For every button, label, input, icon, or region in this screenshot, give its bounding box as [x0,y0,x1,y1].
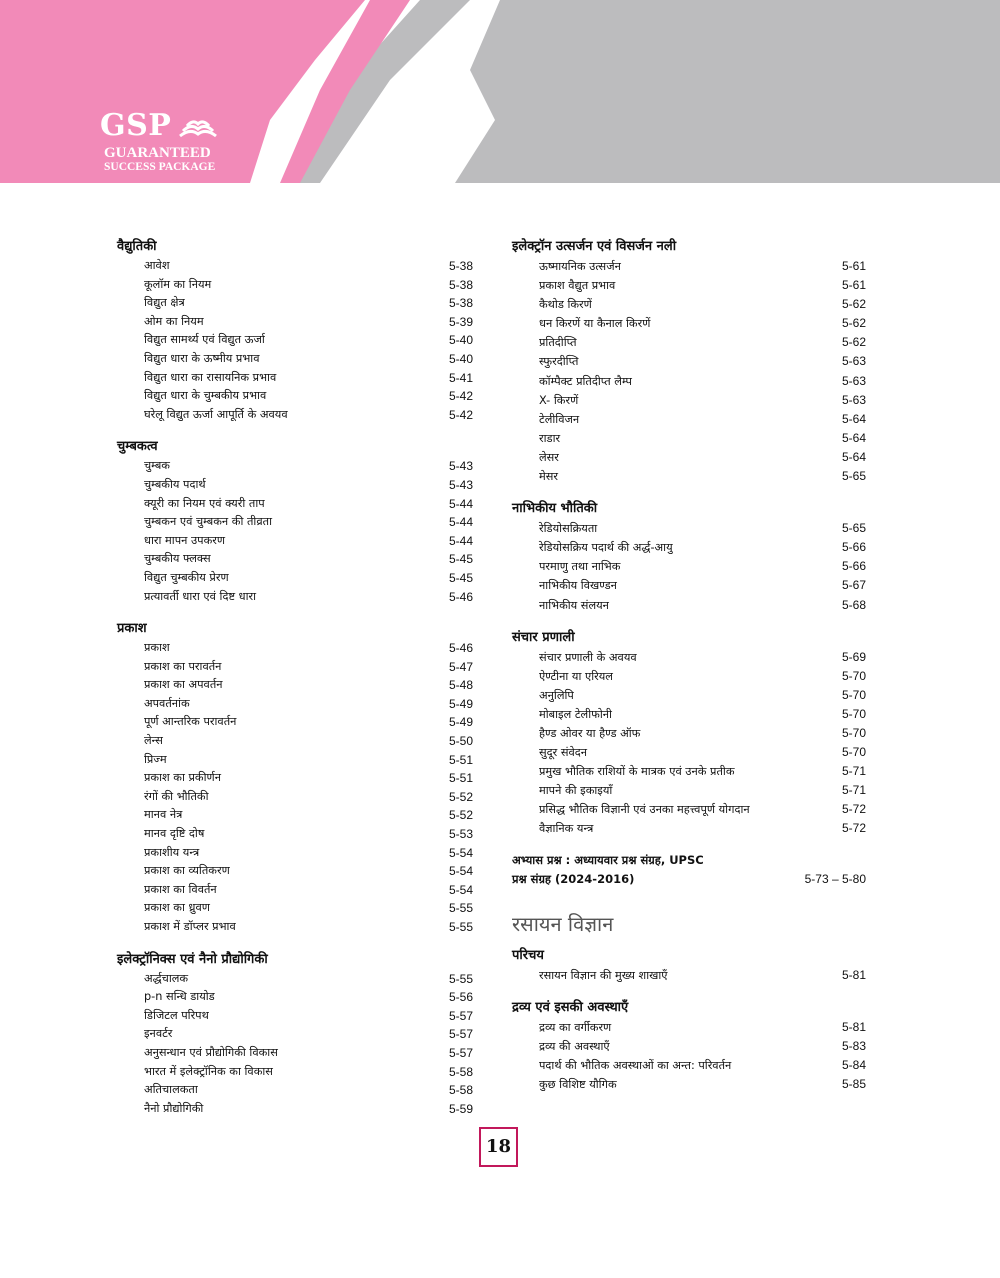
toc-entry[interactable] [512,538,866,557]
toc-entry[interactable] [117,862,473,881]
toc-entry[interactable] [117,457,473,476]
toc-entry-page: 5-49 [448,715,473,730]
toc-entry[interactable] [512,819,866,838]
toc-entry-label: द्रव्य की अवस्थाएँ [539,1039,610,1053]
toc-entry[interactable] [512,648,866,667]
toc-entry[interactable] [512,257,866,276]
toc-entry-label: मापने की इकाइयाँ [539,784,613,798]
toc-entry-page: 5-52 [448,789,473,804]
toc-entry-page: 5-63 [841,354,866,369]
toc-entry-page: 5-51 [448,752,473,767]
toc-entry[interactable] [512,448,866,467]
toc-entry[interactable] [512,724,866,743]
toc-entry[interactable] [117,676,473,695]
toc-entry[interactable] [117,732,473,751]
toc-entry-label: मेसर [539,470,559,484]
toc-entry-page: 5-45 [448,570,473,585]
toc-entry-page: 5-44 [448,515,473,530]
toc-entry-page: 5-64 [841,411,866,426]
toc-entry-page: 5-67 [841,578,866,593]
subject-sections [512,945,866,1094]
toc-entry-page: 5-62 [841,316,866,331]
toc-entry-page: 5-38 [448,259,473,273]
toc-entry[interactable] [512,333,866,352]
toc-entry-label: संचार प्रणाली के अवयव [539,650,637,664]
toc-entry-page: 5-81 [841,1019,866,1034]
toc-entry-page: 5-84 [841,1057,866,1072]
toc-entry-label: चुम्बक [144,459,170,473]
toc-entry[interactable] [117,769,473,788]
toc-entry-label: नाभिकीय विखण्डन [539,579,617,593]
page-number: 18 [479,1127,518,1167]
toc-entry-page: 5-48 [448,678,473,693]
toc-entry-page: 5-71 [841,764,866,779]
toc-entry-page: 5-72 [841,821,866,836]
toc-entry-label: पूर्ण आन्तरिक परावर्तन [144,715,237,729]
toc-entry-label: मोबाइल टेलीफोनी [539,707,612,721]
toc-entry-label: रसायन विज्ञान की मुख्य शाखाएँ [539,968,668,982]
toc-entry-page: 5-38 [448,296,473,311]
toc-entry-page: 5-85 [841,1076,866,1091]
toc-entry[interactable] [512,352,866,371]
toc-entry-page: 5-64 [841,449,866,464]
toc-entry[interactable] [117,387,473,406]
toc-entry[interactable] [512,557,866,576]
toc-entry[interactable] [512,1056,866,1075]
toc-entry-label: प्रकाश का विवर्तन [144,882,217,896]
toc-entry-label: प्रतिदीप्ति [539,336,577,350]
toc-entry[interactable] [117,532,473,551]
open-book-icon [178,118,218,142]
toc-entry[interactable] [512,705,866,724]
toc-entry-label: चुम्बकीय पदार्थ [144,477,206,491]
toc-entry[interactable] [117,1044,473,1063]
toc-entry-page: 5-70 [841,668,866,683]
toc-entry[interactable] [117,513,473,532]
toc-entry-label: चुम्बकीय फ्लक्स [144,552,211,566]
toc-entry-label: नैनो प्रौद्योगिकी [144,1101,204,1115]
right-sections [512,236,866,851]
toc-entry-label: ऐण्टीना या एरियल [539,669,613,683]
toc-entry-label: रंगों की भौतिकी [144,789,209,803]
toc-entry[interactable] [117,257,473,276]
toc-entry-page: 5-63 [841,373,866,388]
toc-entry[interactable] [117,588,473,607]
toc-entry-label: अपवर्तनांक [144,696,190,710]
toc-entry-label: भारत में इलेक्ट्रॉनिक का विकास [144,1064,273,1078]
toc-entry[interactable] [117,350,473,369]
toc-entry-page: 5-56 [448,990,473,1005]
logo-gsp-text: GSP [100,108,172,143]
toc-entry-label: आवेश [144,259,170,272]
toc-entry[interactable] [117,988,473,1007]
toc-entry[interactable] [117,751,473,770]
toc-entry-page: 5-45 [448,552,473,567]
toc-entry-label: इनवर्टर [144,1027,173,1041]
toc-entry-page: 5-70 [841,687,866,702]
toc-entry[interactable] [512,966,866,985]
toc-entry-label: प्रकाश का परावर्तन [144,659,222,673]
toc-entry-label: विद्युत सामर्थ्य एवं विद्युत ऊर्जा [144,333,265,347]
toc-entry[interactable] [117,294,473,313]
toc-entry[interactable] [512,686,866,705]
toc-entry-label: धारा मापन उपकरण [144,533,226,547]
practice-entry[interactable] [512,851,866,889]
toc-entry-label: p-n सन्धि डायोड [144,990,215,1004]
toc-entry-label: अर्द्धचालक [144,971,189,985]
toc-entry-page: 5-55 [448,901,473,916]
gsp-logo [100,108,240,180]
section-title: वैद्युतिकी [117,239,157,254]
toc-entry[interactable] [512,295,866,314]
toc-entry[interactable] [117,881,473,900]
toc-entry-page: 5-53 [448,827,473,842]
toc-entry[interactable] [512,596,866,615]
toc-entry[interactable] [512,576,866,595]
practice-line1: अभ्यास प्रश्न : अध्यायवार प्रश्न संग्रह, UPSC [512,852,704,867]
toc-entry-label: परमाणु तथा नाभिक [539,560,621,574]
toc-entry[interactable] [512,667,866,686]
toc-entry[interactable] [512,800,866,819]
section-title: चुम्बकत्व [117,439,158,455]
toc-entry-page: 5-57 [448,1027,473,1042]
practice-page: 5-73 – 5-80 [804,871,866,886]
toc-entry[interactable] [117,844,473,863]
toc-entry[interactable] [512,372,866,391]
toc-entry-page: 5-62 [841,297,866,312]
toc-entry[interactable] [117,1025,473,1044]
toc-entry[interactable] [117,369,473,388]
toc-entry-label: सुदूर संवेदन [539,746,588,760]
toc-entry-page: 5-70 [841,725,866,740]
section-gap [512,615,866,627]
section-title: प्रकाश [117,621,147,637]
toc-entry-label: स्फुरदीप्ति [539,355,579,369]
toc-entry[interactable] [117,658,473,677]
section-title: परिचय [512,947,544,963]
practice-line2: प्रश्न संग्रह (2024-2016) [512,871,635,886]
toc-entry[interactable] [117,476,473,495]
toc-entry[interactable] [117,276,473,295]
toc-entry-label: ऊष्मायनिक उत्सर्जन [539,260,621,273]
logo-success-package: SUCCESS PACKAGE [104,161,216,173]
toc-entry[interactable] [117,406,473,425]
toc-entry[interactable] [117,550,473,569]
toc-entry[interactable] [117,639,473,658]
toc-entry-page: 5-46 [448,589,473,604]
toc-entry[interactable] [512,1018,866,1037]
subject-title: रसायन विज्ञान [512,911,614,936]
toc-entry[interactable] [117,918,473,937]
toc-entry[interactable] [117,331,473,350]
toc-entry[interactable] [117,569,473,588]
toc-entry-page: 5-50 [448,734,473,749]
toc-entry-label: प्रकाशीय यन्त्र [144,845,200,859]
toc-entry-page: 5-69 [841,649,866,664]
toc-entry-label: विद्युत क्षेत्र [144,296,185,310]
logo-guaranteed: GUARANTEED [104,145,211,161]
toc-entry-page: 5-44 [448,496,473,511]
section-gap [512,985,866,997]
toc-entry[interactable] [512,314,866,333]
toc-entry[interactable] [512,762,866,781]
toc-entry-label: प्रकाश में डॉप्लर प्रभाव [144,920,236,933]
toc-entry-page: 5-57 [448,1045,473,1060]
toc-entry-label: प्रसिद्ध भौतिक विज्ञानी एवं उनका महत्त्वपूर्ण योगदान [539,803,750,817]
toc-entry[interactable] [512,467,866,486]
toc-entry-page: 5-81 [841,967,866,982]
toc-entry-label: प्रकाश का ध्रुवण [144,901,210,915]
toc-entry-label: विद्युत चुम्बकीय प्रेरण [144,570,229,584]
toc-entry[interactable] [117,1007,473,1026]
toc-entry-page: 5-38 [448,277,473,292]
toc-entry-page: 5-71 [841,783,866,798]
toc-entry[interactable] [117,713,473,732]
toc-entry[interactable] [512,410,866,429]
toc-entry-label: प्रत्यावर्ती धारा एवं दिष्ट धारा [144,589,257,603]
toc-entry-page: 5-49 [448,696,473,711]
toc-entry-label: प्रिज्म [144,752,167,766]
toc-entry-page: 5-61 [841,278,866,293]
toc-entry-page: 5-39 [448,314,473,329]
toc-entry-page: 5-40 [448,351,473,366]
section-title: इलेक्ट्रॉनिक्स एवं नैनो प्रौद्योगिकी [117,951,268,967]
toc-entry-page: 5-43 [448,477,473,492]
toc-entry-label: राडार [539,431,561,445]
toc-entry-page: 5-41 [448,370,473,385]
toc-entry-label: विद्युत धारा के ऊष्मीय प्रभाव [144,351,260,365]
toc-entry[interactable] [117,1100,473,1119]
toc-entry-page: 5-42 [448,389,473,404]
toc-entry-label: प्रकाश वैद्युत प्रभाव [539,279,616,293]
toc-entry-label: पदार्थ की भौतिक अवस्थाओं का अन्त: परिवर्तन [539,1058,732,1072]
section-title: इलेक्ट्रॉन उत्सर्जन एवं विसर्जन नली [512,239,677,254]
section-gap [512,486,866,498]
toc-entry-label: प्रकाश का व्यतिकरण [144,864,230,878]
toc-entry-page: 5-62 [841,335,866,350]
toc-entry-label: कूलॉम का नियम [144,277,212,291]
toc-entry-label: चुम्बकन एवं चुम्बकन की तीव्रता [144,515,272,529]
section-title: संचार प्रणाली [512,629,575,645]
toc-entry[interactable] [512,743,866,762]
toc-entry-label: विद्युत धारा के चुम्बकीय प्रभाव [144,389,267,403]
toc-entry[interactable] [117,825,473,844]
toc-entry-page: 5-54 [448,882,473,897]
toc-entry-label: कैथोड किरणें [539,298,592,312]
toc-entry-page: 5-42 [448,407,473,422]
toc-entry-label: लेन्स [144,734,163,748]
toc-entry-page: 5-65 [841,469,866,484]
toc-entry-label: विद्युत धारा का रासायनिक प्रभाव [144,370,277,384]
toc-entry[interactable] [117,1081,473,1100]
toc-entry-label: प्रकाश का प्रकीर्णन [144,771,221,785]
toc-entry[interactable] [117,970,473,989]
toc-entry-label: वैज्ञानिक यन्त्र [539,822,594,836]
toc-entry-label: टेलीविजन [539,412,580,426]
toc-entry[interactable] [512,429,866,448]
section-gap [117,424,473,436]
toc-entry[interactable] [512,519,866,538]
toc-entry-page: 5-47 [448,659,473,674]
toc-entry-page: 5-83 [841,1038,866,1053]
toc-entry-label: घरेलू विद्युत ऊर्जा आपूर्ति के अवयव [144,407,288,421]
toc-entry-page: 5-70 [841,745,866,760]
toc-entry[interactable] [117,495,473,514]
toc-entry-page: 5-68 [841,597,866,612]
toc-entry[interactable] [117,313,473,332]
toc-entry-label: अतिचालकता [144,1083,198,1097]
toc-entry-label: द्रव्य का वर्गीकरण [539,1020,612,1034]
toc-entry-page: 5-59 [448,1101,473,1116]
toc-entry-page: 5-58 [448,1083,473,1098]
toc-entry[interactable] [117,899,473,918]
toc-entry-label: धन किरणें या कैनाल किरणें [539,317,651,331]
section-gap [512,839,866,851]
toc-entry[interactable] [512,781,866,800]
toc-entry[interactable] [512,276,866,295]
section-title: नाभिकीय भौतिकी [512,501,598,517]
toc-entry[interactable] [117,806,473,825]
toc-left-column [117,236,473,1118]
toc-entry-label: मानव नेत्र [144,808,183,822]
section-title: द्रव्य एवं इसकी अवस्थाएँ [512,999,629,1015]
toc-entry-page: 5-55 [448,920,473,934]
toc-entry-label: लेसर [539,450,559,464]
toc-entry-page: 5-61 [841,259,866,273]
toc-entry[interactable] [512,1075,866,1094]
toc-entry-label: प्रकाश का अपवर्तन [144,678,223,692]
toc-right-column [512,236,866,1094]
section-gap [117,606,473,618]
toc-entry-label: प्रकाश [144,641,170,655]
toc-entry-page: 5-65 [841,521,866,536]
toc-entry-page: 5-58 [448,1064,473,1079]
toc-entry-page: 5-72 [841,802,866,817]
toc-entry-page: 5-64 [841,430,866,445]
toc-entry-label: X- किरणें [539,393,579,407]
toc-entry-page: 5-46 [448,641,473,656]
toc-entry-label: नाभिकीय संलयन [539,598,609,612]
toc-entry-page: 5-66 [841,559,866,574]
toc-entry-page: 5-57 [448,1008,473,1023]
toc-entry[interactable] [117,788,473,807]
toc-entry-label: रेडियोसक्रिय पदार्थ की अर्द्ध-आयु [539,541,673,555]
toc-entry-page: 5-70 [841,706,866,721]
section-gap [117,937,473,949]
toc-entry[interactable] [512,1037,866,1056]
toc-entry-label: मानव दृष्टि दोष [144,827,205,841]
toc-entry-page: 5-51 [448,771,473,786]
toc-entry-page: 5-43 [448,459,473,474]
toc-entry-label: रेडियोसक्रियता [539,522,598,536]
toc-entry-label: हैण्ड ओवर या हैण्ड ऑफ [539,726,641,740]
toc-entry-page: 5-40 [448,333,473,348]
toc-entry-page: 5-52 [448,808,473,823]
toc-entry-label: ओम का नियम [144,314,204,328]
toc-entry[interactable] [117,1063,473,1082]
toc-entry-page: 5-66 [841,540,866,555]
toc-entry-page: 5-63 [841,392,866,407]
toc-entry-page: 5-55 [448,971,473,986]
toc-entry-label: कुछ विशिष्ट यौगिक [539,1077,617,1091]
toc-entry-page: 5-54 [448,845,473,860]
toc-entry-label: डिजिटल परिपथ [144,1008,209,1022]
toc-entry[interactable] [512,391,866,410]
toc-entry-label: अनुलिपि [539,688,574,702]
toc-entry-label: प्रमुख भौतिक राशियों के मात्रक एवं उनके प्रतीक [539,765,735,779]
toc-entry[interactable] [117,695,473,714]
toc-entry-label: कॉम्पैक्ट प्रतिदीप्त लैम्प [539,374,632,388]
gray-stroke-2 [455,0,1000,183]
toc-entry-page: 5-54 [448,864,473,879]
toc-entry-label: अनुसन्धान एवं प्रौद्योगिकी विकास [144,1045,278,1059]
toc-entry-label: क्यूरी का नियम एवं क्यरी ताप [144,496,265,510]
toc-entry-page: 5-44 [448,533,473,548]
